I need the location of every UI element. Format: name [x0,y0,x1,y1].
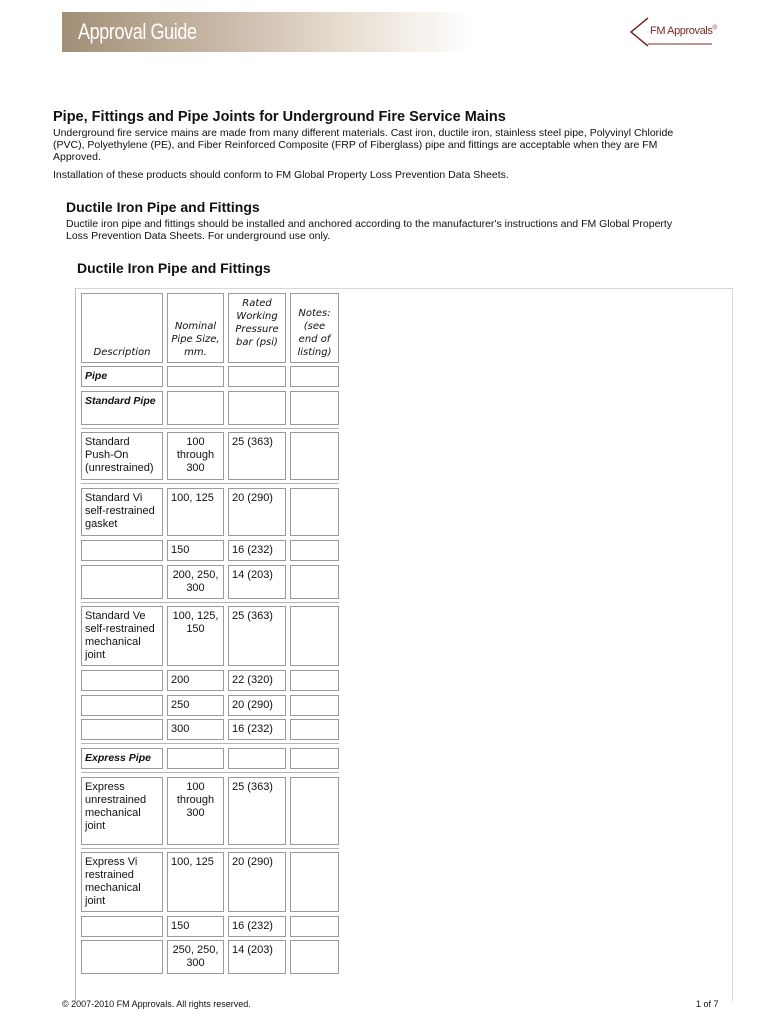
table-row-14-size: 250, 250, 300 [167,940,224,974]
page-title: Pipe, Fittings and Pipe Joints for Underground Fire Service Mains [53,109,506,125]
table-row-10-notes [290,748,339,769]
table-row-6-notes [290,606,339,666]
table-row-13-notes [290,916,339,937]
table-row-2-pressure: 25 (363) [228,432,286,480]
table-row-5-pressure: 14 (203) [228,565,286,599]
table-row-6-pressure: 25 (363) [228,606,286,666]
table-row-11-pressure: 25 (363) [228,777,286,845]
section-title: Ductile Iron Pipe and Fittings [66,199,260,215]
table-row-9-notes [290,719,339,740]
table-row-14-notes [290,940,339,974]
table-row-7-pressure: 22 (320) [228,670,286,691]
table-row-12-pressure: 20 (290) [228,852,286,912]
header-description: Description [81,293,163,363]
table-row-3-size: 100, 125 [167,488,224,536]
table-row-12-notes [290,852,339,912]
table-row-13-size: 150 [167,916,224,937]
table-row-4-size: 150 [167,540,224,561]
table-row-2-notes [290,432,339,480]
table-row-7-size: 200 [167,670,224,691]
table-row-0-notes [290,366,339,387]
row-separator [81,848,339,849]
table-row-1-notes [290,391,339,425]
table-row-10-size [167,748,224,769]
table-row-14-desc [81,940,163,974]
table-row-3-notes [290,488,339,536]
banner-title: Approval Guide [78,19,197,44]
table-row-1-size [167,391,224,425]
table-row-8-notes [290,695,339,716]
table-row-6-size: 100, 125, 150 [167,606,224,666]
table-row-2-size: 100 through 300 [167,432,224,480]
table-row-2-desc: Standard Push-On (unrestrained) [81,432,163,480]
table-row-9-desc [81,719,163,740]
table-row-0-pressure [228,366,286,387]
table-row-0-size [167,366,224,387]
table-title: Ductile Iron Pipe and Fittings [77,260,271,276]
table-row-10-desc: Express Pipe [81,748,163,769]
table-row-0-desc: Pipe [81,366,163,387]
table-row-7-notes [290,670,339,691]
header-notes: Notes: (see end of listing) [290,293,339,363]
intro-line-2: (PVC), Polyethylene (PE), and Fiber Reinforced Composite (FRP of Fiberglass) pipe and fittings are acceptable when they are FM [53,139,658,151]
table-row-12-desc: Express Vi restrained mechanical joint [81,852,163,912]
table-row-4-notes [290,540,339,561]
intro-line-3: Approved. [53,151,101,163]
table-row-8-pressure: 20 (290) [228,695,286,716]
install-note: Installation of these products should conform to FM Global Property Loss Prevention Data Sheets. [53,169,509,181]
table-row-5-desc [81,565,163,599]
table-row-1-pressure [228,391,286,425]
table-row-9-size: 300 [167,719,224,740]
table-row-7-desc [81,670,163,691]
table-row-4-desc [81,540,163,561]
table-row-6-desc: Standard Ve self-restrained mechanical joint [81,606,163,666]
section-line-2: Loss Prevention Data Sheets. For underground use only. [66,230,331,242]
table-row-11-size: 100 through 300 [167,777,224,845]
table-row-3-pressure: 20 (290) [228,488,286,536]
header-size: Nominal Pipe Size, mm. [167,293,224,363]
header-banner [62,12,472,52]
table-row-13-desc [81,916,163,937]
footer-copyright: © 2007-2010 FM Approvals. All rights reserved. [62,999,251,1009]
intro-line-1: Underground fire service mains are made from many different materials. Cast iron, ductile iron, stainless steel pipe, Polyvinyl Chloride [53,127,674,139]
table-row-14-pressure: 14 (203) [228,940,286,974]
table-row-5-size: 200, 250, 300 [167,565,224,599]
table-row-12-size: 100, 125 [167,852,224,912]
table-row-11-desc: Express unrestrained mechanical joint [81,777,163,845]
fm-approvals-logo [628,16,718,48]
table-row-10-pressure [228,748,286,769]
row-separator [81,483,339,484]
row-separator [81,428,339,429]
logo-text: FM Approvals® [650,25,717,37]
table-row-11-notes [290,777,339,845]
row-separator [81,743,339,744]
table-row-3-desc: Standard Vi self-restrained gasket [81,488,163,536]
section-line-1: Ductile iron pipe and fittings should be installed and anchored according to the manufacturer's instructions and FM Global Property [66,218,673,230]
table-row-5-notes [290,565,339,599]
table-row-4-pressure: 16 (232) [228,540,286,561]
table-row-8-size: 250 [167,695,224,716]
header-pressure: Rated Working Pressure bar (psi) [228,293,286,363]
row-separator [81,602,339,603]
table-row-13-pressure: 16 (232) [228,916,286,937]
table-row-9-pressure: 16 (232) [228,719,286,740]
footer-page-number: 1 of 7 [696,999,719,1009]
row-separator [81,772,339,773]
table-row-8-desc [81,695,163,716]
table-row-1-desc: Standard Pipe [81,391,163,425]
